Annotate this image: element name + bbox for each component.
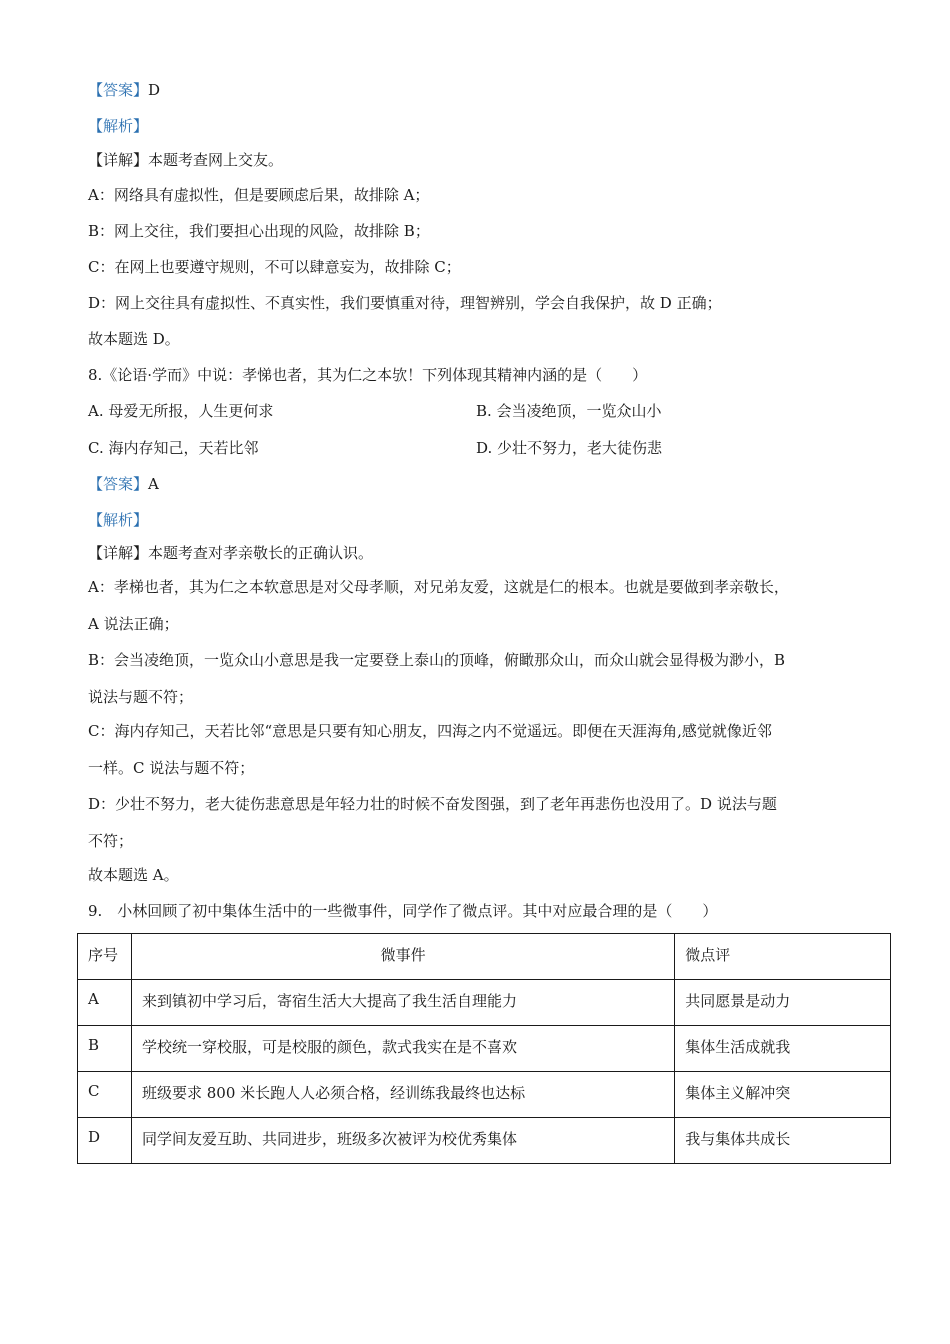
row-index: D (78, 1118, 132, 1164)
q8-option-a: A. 母爱无所报，人生更何求 (88, 402, 274, 420)
q8-conclusion: 故本题选 A。 (88, 866, 179, 884)
answer-tag: 【答案】 (88, 81, 149, 99)
q8-option-c: C. 海内存知己，天若比邻 (88, 439, 259, 457)
table-row (78, 1072, 891, 1118)
q7-line-b: B：网上交往，我们要担心出现的风险，故排除 B； (88, 222, 430, 240)
table-row (78, 980, 891, 1026)
row-event: 来到镇初中学习后，寄宿生活大大提高了我生活自理能力 (131, 980, 674, 1026)
q8-analysis-tag: 【解析】 (88, 511, 149, 529)
q7-analysis-tag: 【解析】 (88, 117, 149, 135)
q8-line-5: C：海内存知己，天若比邻“意思是只要有知心朋友，四海之内不觉遥远。即便在天涯海角,感觉就像近邻 (88, 722, 772, 740)
answer-value: A (148, 475, 159, 493)
row-comment: 集体主义解冲突 (675, 1072, 891, 1118)
row-comment: 共同愿景是动力 (675, 980, 891, 1026)
q7-conclusion: 故本题选 D。 (88, 330, 180, 348)
row-index: B (78, 1026, 132, 1072)
row-event: 同学间友爱互助、共同进步，班级多次被评为校优秀集体 (131, 1118, 674, 1164)
q7-line-c: C：在网上也要遵守规则，不可以肆意妄为，故排除 C； (88, 258, 461, 276)
q8-detail: 【详解】本题考查对孝亲敬长的正确认识。 (88, 544, 374, 562)
q8-answer (88, 474, 159, 494)
row-comment: 我与集体共成长 (675, 1118, 891, 1164)
q8-line-2: A 说法正确； (88, 615, 179, 633)
q8-option-d: D. 少壮不努力，老大徒伤悲 (476, 439, 663, 457)
table-header-row (78, 934, 891, 980)
q8-stem: 8.《论语·学而》中说：孝悌也者，其为仁之本欤！下列体现其精神内涵的是（ ） (88, 366, 648, 384)
row-comment: 集体生活成就我 (675, 1026, 891, 1072)
header-index: 序号 (78, 934, 132, 980)
q8-line-8: 不符； (88, 832, 134, 850)
q8-line-4: 说法与题不符； (88, 688, 194, 706)
q8-option-b: B. 会当凌绝顶，一览众山小 (476, 402, 662, 420)
table-row (78, 1118, 891, 1164)
q7-line-d: D：网上交往具有虚拟性、不真实性，我们要慎重对待，理智辨别，学会自我保护，故 D 正确； (88, 294, 722, 312)
q8-line-3: B：会当凌绝顶，一览众山小意思是我一定要登上泰山的顶峰，俯瞰那众山，而众山就会显得极为渺小，B (88, 651, 786, 669)
answer-value: D (148, 81, 161, 99)
header-event: 微事件 (131, 934, 674, 980)
header-comment: 微点评 (675, 934, 891, 980)
q8-line-6: 一样。C 说法与题不符； (88, 759, 255, 777)
q7-line-a: A：网络具有虚拟性，但是要顾虑后果，故排除 A； (88, 186, 430, 204)
q8-line-7: D：少壮不努力，老大徒伤悲意思是年轻力壮的时候不奋发图强，到了老年再悲伤也没用了。D 说法与题 (88, 795, 777, 813)
q9-stem: 9. 小林回顾了初中集体生活中的一些微事件，同学作了微点评。其中对应最合理的是（ ） (88, 902, 718, 920)
row-index: C (78, 1072, 132, 1118)
q9-table (77, 933, 891, 1164)
row-index: A (78, 980, 132, 1026)
q7-answer (88, 80, 160, 100)
q8-line-1: A：孝梯也者，其为仁之本软意思是对父母孝顺，对兄弟友爱，这就是仁的根本。也就是要做到孝亲敬长， (88, 578, 789, 596)
answer-tag: 【答案】 (88, 475, 149, 493)
q7-detail: 【详解】本题考查网上交友。 (88, 151, 284, 169)
table-row (78, 1026, 891, 1072)
row-event: 班级要求 800 米长跑人人必须合格，经训练我最终也达标 (131, 1072, 674, 1118)
row-event: 学校统一穿校服，可是校服的颜色，款式我实在是不喜欢 (131, 1026, 674, 1072)
